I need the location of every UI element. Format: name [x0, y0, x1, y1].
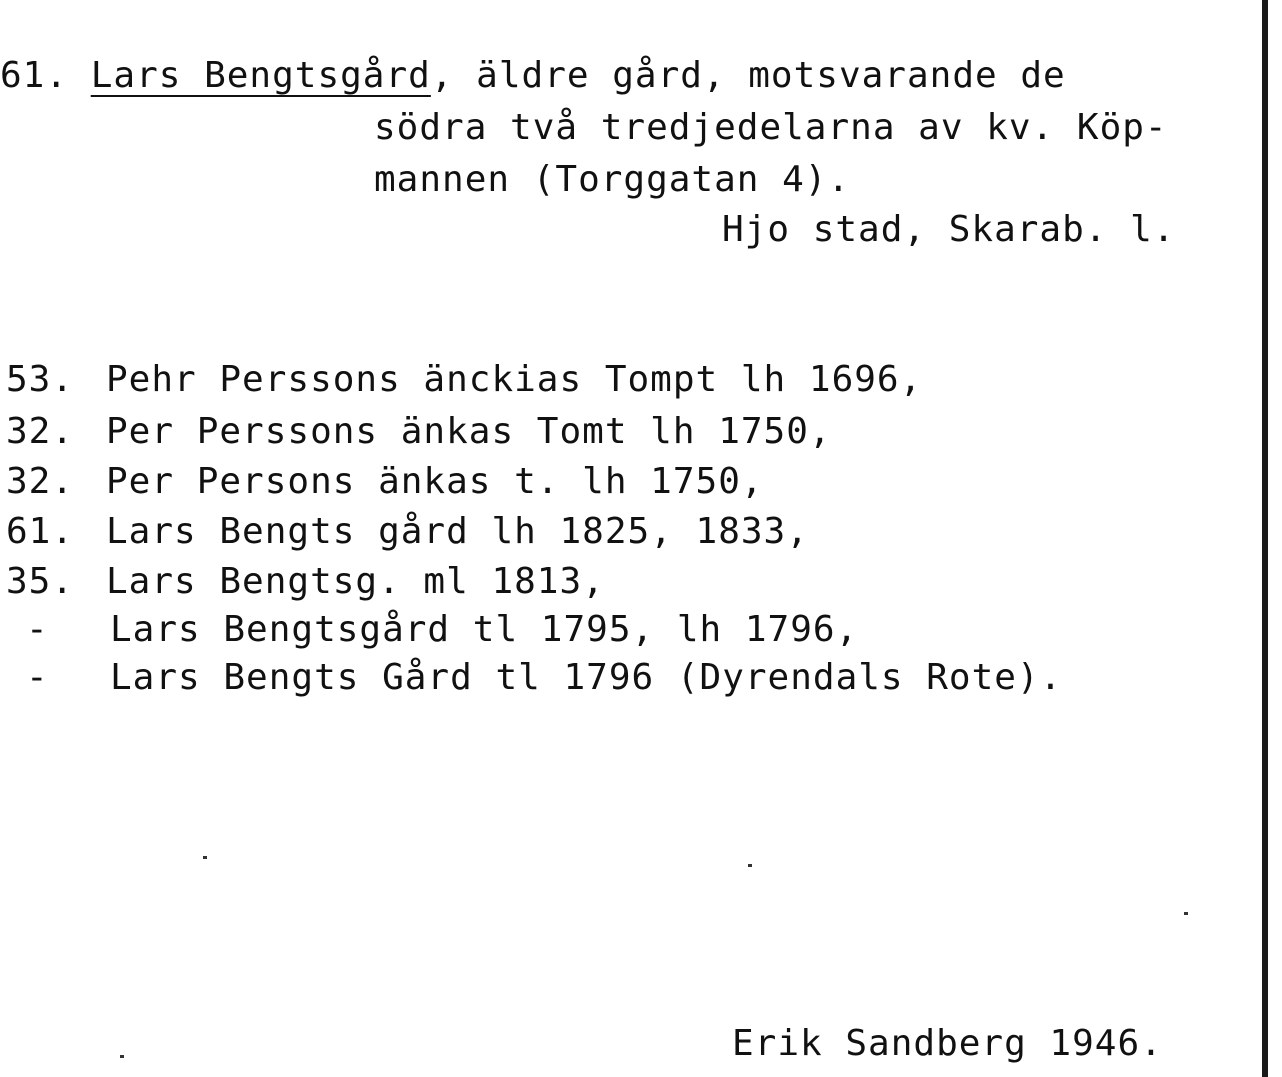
speck — [120, 1055, 124, 1058]
header-line-2: södra två tredjedelarna av kv. Köp- — [374, 107, 1168, 148]
entry-row — [6, 358, 922, 402]
entry-row — [26, 608, 858, 652]
entry-number: 32. — [6, 461, 75, 502]
entry-text: Per Persons änkas t. lh 1750, — [106, 461, 764, 502]
header-name: Lars Bengtsgård — [90, 55, 431, 96]
entry-number: 61. — [6, 511, 75, 552]
header-line-3: mannen (Torggatan 4). — [374, 159, 851, 200]
entry-text: Per Perssons änkas Tomt lh 1750, — [106, 411, 832, 452]
speck — [748, 864, 752, 867]
header-line-1 — [0, 54, 1066, 98]
entry-row — [26, 656, 1062, 700]
entry-number: 35. — [6, 561, 75, 602]
entry-number: 53. — [6, 359, 75, 400]
speck — [203, 856, 207, 859]
entry-row — [6, 510, 809, 554]
entry-text: Lars Bengts Gård tl 1796 (Dyrendals Rote). — [110, 657, 1063, 698]
entry-number: - — [26, 657, 49, 698]
entry-text: Lars Bengtsgård tl 1795, lh 1796, — [110, 609, 859, 650]
entry-text: Pehr Perssons änckias Tompt lh 1696, — [106, 359, 923, 400]
signature: Erik Sandberg 1946. — [732, 1023, 1163, 1064]
header-location: Hjo stad, Skarab. l. — [722, 209, 1176, 250]
entry-row — [6, 410, 832, 454]
header-line1-rest: , äldre gård, motsvarande de — [430, 55, 1066, 96]
entry-number: 32. — [6, 411, 75, 452]
header-number: 61. — [0, 55, 69, 96]
entry-row — [6, 460, 764, 504]
speck — [1184, 912, 1188, 915]
card-edge — [1262, 0, 1268, 1077]
entry-row — [6, 560, 605, 604]
entry-number: - — [26, 609, 49, 650]
entry-text: Lars Bengtsg. ml 1813, — [106, 561, 605, 602]
entry-text: Lars Bengts gård lh 1825, 1833, — [106, 511, 809, 552]
